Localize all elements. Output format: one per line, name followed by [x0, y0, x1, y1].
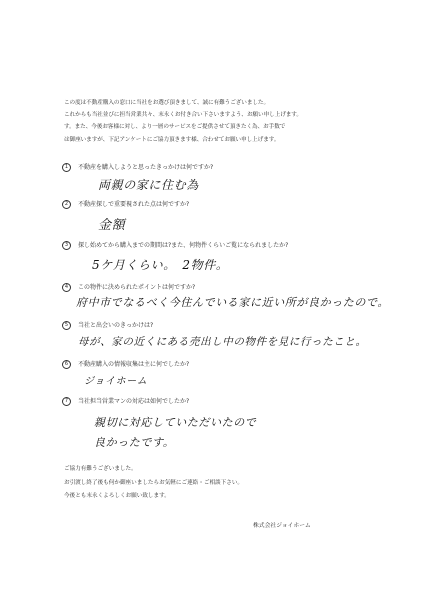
question-number: 2	[62, 200, 71, 209]
question-number: 3	[62, 241, 71, 250]
company-signature: 株式会社ジョイホーム	[253, 523, 311, 529]
answer-5: 母が、家の近くにある売出し中の物件を見に行ったこと。	[78, 336, 367, 348]
closing-line: 今後とも末永くよろしくお願い致します。	[64, 493, 170, 499]
answer-7-line-2: 良かったです。	[94, 436, 175, 449]
question-text: 当社担当営業マンの対応は如何でしたか?	[78, 398, 190, 405]
question-number: 7	[62, 397, 71, 406]
question-5	[62, 320, 153, 330]
answer-3: 5ケ月くらい。 2物件。	[92, 258, 229, 272]
answer-4: 府中市でなるべく今住んでいる家に近い所が良かったので。	[76, 296, 389, 309]
answer-1: 両親の家に住む為	[98, 178, 199, 192]
question-6	[62, 359, 189, 369]
question-text: 不動産購入の情報収集は主に何でしたか?	[78, 361, 190, 368]
question-text: 不動産探しで重要視された点は何ですか?	[78, 201, 190, 208]
answer-2: 金額	[98, 218, 126, 233]
question-number: 4	[62, 283, 71, 292]
closing-line: お引渡し終了後も何か御座いましたらお気軽にご連絡・ご相談下さい。	[64, 479, 244, 486]
intro-line: は御座いますが、下記アンケートにご協力頂きます様、合わせてお願い申し上げます。	[64, 136, 280, 143]
question-text: 探し始めてから購入までの期間は?また、何物件くらいご覧になられましたか?	[78, 242, 289, 249]
answer-7-line-1: 親切に対応していただいたので	[94, 416, 257, 429]
question-text: 不動産を購入しようと思ったきっかけは何ですか?	[78, 164, 214, 171]
question-number: 5	[62, 321, 71, 330]
question-number: 6	[62, 360, 71, 369]
closing-paragraph	[64, 463, 243, 504]
question-number: 1	[62, 163, 71, 172]
intro-line: す。また、今後お客様に対し、より一層のサービスをご提供させて頂きたく為、お手数で	[64, 124, 286, 131]
closing-line: ご協力有難うございました。	[64, 466, 137, 472]
question-1	[62, 162, 213, 172]
intro-paragraph	[64, 97, 364, 146]
question-2	[62, 199, 189, 209]
question-7	[62, 396, 189, 406]
intro-line: この度は不動産購入の窓口に当社をお選び頂きまして、誠に有難うございました。	[64, 100, 270, 106]
question-text: この物件に決められたポイントは何ですか?	[78, 284, 196, 291]
answer-6: ジョイホーム	[84, 376, 148, 387]
question-3	[62, 240, 288, 250]
question-text: 当社と出会いのきっかけは?	[78, 322, 154, 329]
intro-line: これからも当社並びに担当営業共々、末永くお付き合い下さいますよう、お願い申し上げます。	[64, 112, 302, 119]
question-4	[62, 282, 195, 292]
